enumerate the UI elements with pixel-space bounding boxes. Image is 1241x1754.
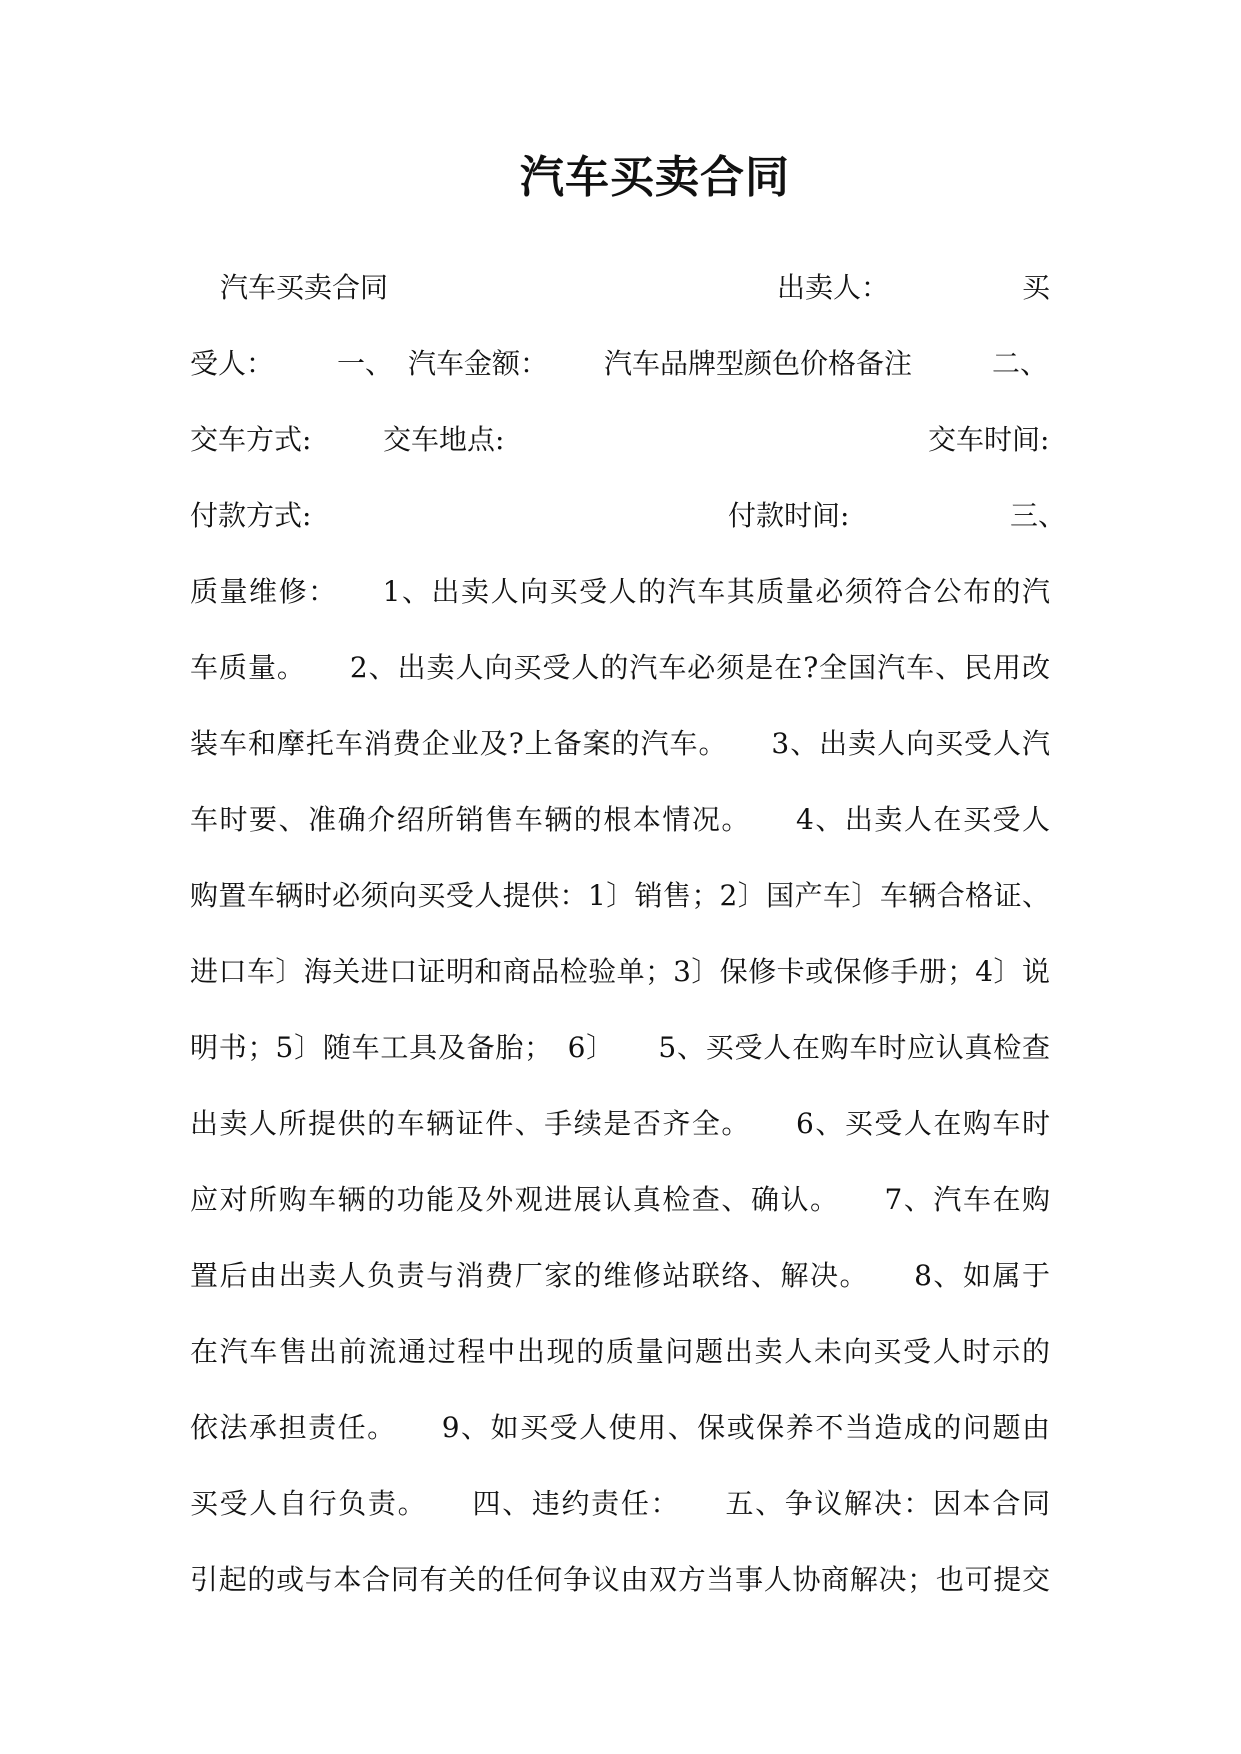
text-segment: 付款方式:	[190, 499, 312, 532]
text-line	[190, 1086, 1050, 1162]
text-run: 车时要、准确介绍所销售车辆的根本情况。 4、出卖人在买受人	[190, 803, 1050, 836]
text-line	[190, 706, 1050, 782]
document-title: 汽车买卖合同	[520, 152, 790, 203]
text-segment: 三、	[1010, 499, 1067, 532]
text-segment: 交车地点:	[383, 423, 505, 456]
text-run: 置后由出卖人负责与消费厂家的维修站联络、解决。 8、如属于	[190, 1259, 1050, 1292]
text-run: 出卖人所提供的车辆证件、手续是否齐全。 6、买受人在购车时	[190, 1107, 1050, 1140]
text-segment: 交车时间:	[928, 423, 1050, 456]
text-segment: 二、	[992, 347, 1049, 380]
text-segment: 汽车金额：	[408, 347, 549, 380]
text-run: 依法承担责任。 9、如买受人使用、保或保养不当造成的问题由	[190, 1411, 1050, 1444]
text-segment: 付款时间:	[728, 499, 850, 532]
text-line	[190, 630, 1050, 706]
contract-body	[190, 250, 1067, 1618]
text-line	[190, 250, 1050, 326]
text-run: 购置车辆时必须向买受人提供：1〕销售；2〕国产车〕车辆合格证、	[190, 879, 1050, 912]
text-segment: 交车方式:	[190, 423, 312, 456]
text-run: 车质量。 2、出卖人向买受人的汽车必须是在?全国汽车、民用改	[190, 651, 1050, 684]
text-line	[190, 934, 1050, 1010]
text-segment: 汽车买卖合同	[220, 271, 389, 304]
text-line	[190, 858, 1050, 934]
text-run: 在汽车售出前流通过程中出现的质量问题出卖人未向买受人时示的	[190, 1335, 1050, 1368]
text-line	[190, 1010, 1050, 1086]
text-line	[190, 326, 1050, 402]
text-line	[190, 1466, 1050, 1542]
text-segment: 出卖人：	[777, 271, 890, 304]
text-run: 进口车〕海关进口证明和商品检验单；3〕保修卡或保修手册；4〕说	[190, 955, 1050, 988]
text-line	[190, 402, 1050, 478]
text-segment: 买	[1022, 271, 1051, 304]
text-line	[190, 1238, 1050, 1314]
text-line	[190, 478, 1067, 554]
text-line	[190, 1314, 1050, 1390]
text-line	[190, 554, 1050, 630]
text-run: 应对所购车辆的功能及外观进展认真检查、确认。 7、汽车在购	[190, 1183, 1050, 1216]
text-run: 质量维修： 1、出卖人向买受人的汽车其质量必须符合公布的汽	[190, 575, 1050, 608]
text-run: 装车和摩托车消费企业及?上备案的汽车。 3、出卖人向买受人汽	[190, 727, 1050, 760]
text-line	[190, 782, 1050, 858]
text-line	[190, 1390, 1050, 1466]
text-line	[190, 1542, 1050, 1618]
text-run: 引起的或与本合同有关的任何争议由双方当事人协商解决；也可提交	[190, 1563, 1050, 1596]
text-line	[190, 1162, 1050, 1238]
text-segment: 一、	[337, 347, 394, 380]
text-segment: 受人：	[190, 347, 275, 380]
text-run: 买受人自行负责。 四、违约责任： 五、争议解决：因本合同	[190, 1487, 1050, 1520]
text-run: 明书；5〕随车工具及备胎； 6〕 5、买受人在购车时应认真检查	[190, 1031, 1050, 1064]
text-segment: 汽车品牌型颜色价格备注	[604, 347, 913, 380]
